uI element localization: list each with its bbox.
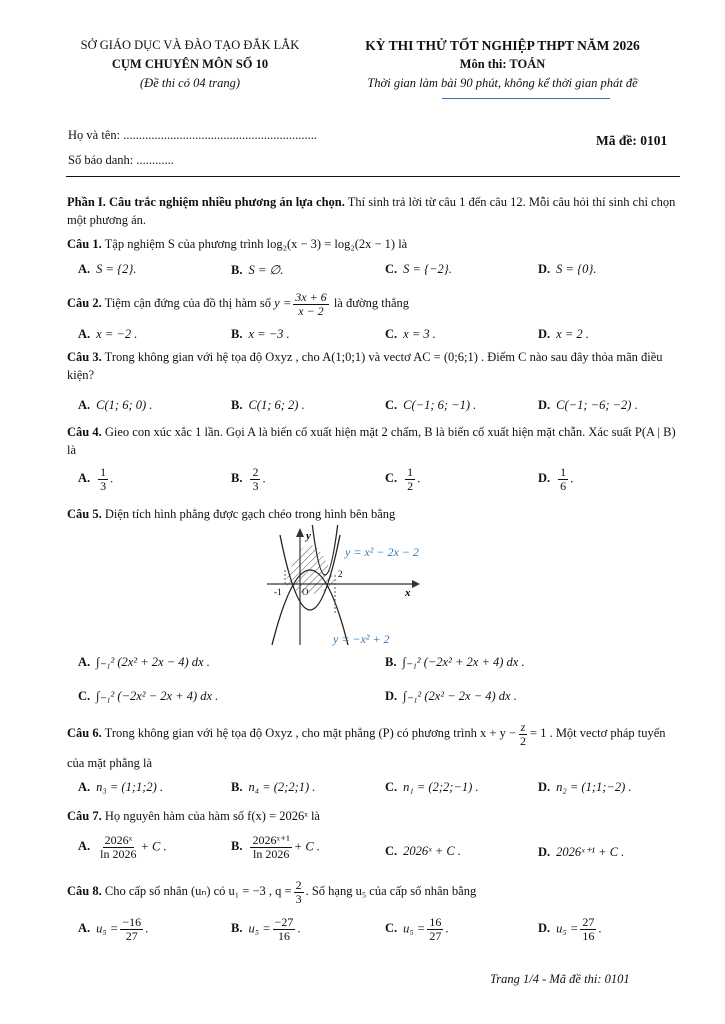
time-note: Thời gian làm bài 90 phút, không kể thời gian phát đề: [367, 76, 638, 90]
q5-options-row2: [78, 688, 678, 708]
q3-options: [78, 398, 678, 418]
q8-option-c[interactable]: C. u₅ = $\frac{16}{27}$ .: [385, 915, 449, 943]
q5-option-b[interactable]: B. ∫₋₁² (−2x² + 2x + 4) dx .: [385, 655, 525, 669]
candidate-id: Số báo danh: ............: [68, 153, 174, 167]
q5-option-a[interactable]: A. ∫₋₁² (2x² + 2x − 4) dx .: [78, 655, 210, 669]
q8-q-fraction: $\frac{2}{3}$: [295, 877, 302, 906]
q5-label: Câu 5.: [67, 507, 102, 521]
q8-option-a[interactable]: A. u₅ = $\frac{-16}{27}$ .: [78, 915, 149, 943]
q4-label: Câu 4.: [67, 425, 102, 439]
q2-text-before: Tiệm cận đứng của đồ thị hàm số: [104, 296, 272, 310]
part1-instruction: Thí sinh trả lời từ câu 1 đến câu 12. Mỗi câu hỏi thí sinh chỉ chọn một phương án.: [67, 195, 676, 227]
q6-label: Câu 6.: [67, 726, 102, 740]
q5-axis-y-label: y: [306, 530, 311, 542]
q5-curve2-label: y = −x² + 2: [333, 632, 390, 646]
q6-option-d[interactable]: D. n₂ = (1;1;−2) .: [538, 780, 632, 794]
q5-axis-x-label: x: [405, 587, 411, 599]
q5-tick-m1: -1: [274, 587, 282, 597]
q2-option-d[interactable]: D. x = 2 .: [538, 327, 589, 341]
question-1: [67, 235, 683, 253]
q4-options: [78, 466, 678, 500]
question-5: [67, 505, 683, 523]
q7-options: [78, 834, 678, 870]
q2-label: Câu 2.: [67, 296, 102, 310]
header-left: [40, 36, 340, 93]
q8-text-before: Cho cấp số nhân (uₙ) có u₁ = −3 , q =: [104, 884, 292, 898]
q2-option-c[interactable]: C. x = 3 .: [385, 327, 436, 341]
q1-options: [78, 262, 678, 282]
divider-rule: [66, 176, 680, 177]
page-footer: Trang 1/4 - Mã đề thi: 0101: [490, 972, 630, 986]
q5-tick-2: 2: [338, 569, 343, 579]
q5-option-d[interactable]: D. ∫₋₁² (2x² − 2x − 4) dx .: [385, 689, 517, 703]
header-underline: [442, 98, 610, 99]
q1-option-b[interactable]: B. S = ∅.: [231, 263, 284, 277]
q6-options: [78, 780, 678, 800]
q8-option-b[interactable]: B. u₅ = $\frac{-27}{16}$ .: [231, 915, 301, 943]
question-3: [67, 348, 683, 384]
candidate-name: Họ và tên: ..............................................................: [68, 128, 317, 142]
q6-option-c[interactable]: C. n₁ = (2;2;−1) .: [385, 780, 479, 794]
q6-option-b[interactable]: B. n₄ = (2;2;1) .: [231, 780, 316, 794]
q7-option-a[interactable]: A. $\frac{\text{2026ˣ}}{\ln 2026}$ + C .: [78, 833, 167, 861]
q6-text-before: Trong không gian với hệ tọa độ Oxyz , cho mặt phẳng (P) có phương trình x + y −: [104, 726, 517, 740]
q8-label: Câu 8.: [67, 884, 102, 898]
q2-options: [78, 327, 678, 347]
pages-note: (Đề thi có 04 trang): [140, 76, 240, 90]
q3-label: Câu 3.: [67, 350, 102, 364]
q3-option-c[interactable]: C. C(−1; 6; −1) .: [385, 398, 477, 412]
q3-option-d[interactable]: D. C(−1; −6; −2) .: [538, 398, 638, 412]
q7-option-d[interactable]: D. 2026ˣ⁺¹ + C .: [538, 845, 625, 859]
cluster: CỤM CHUYÊN MÔN SỐ 10: [111, 57, 269, 71]
header-right: [330, 36, 675, 93]
exam-code: Mã đề: 0101: [596, 133, 668, 148]
q5-y-arrow: [296, 528, 304, 537]
q5-origin-label: O: [302, 587, 309, 597]
q6-text-after: = 1 . Một vectơ pháp tuyến của mặt phẳng là: [67, 726, 666, 770]
q2-fraction: $\frac{3x + 6}{x - 2}$: [295, 289, 327, 318]
q5-curve1-label: y = x² − 2x − 2: [345, 545, 419, 559]
q1-option-c[interactable]: C. S = {−2}.: [385, 262, 452, 276]
part1-heading: [67, 193, 683, 229]
q7-option-c[interactable]: C. 2026ˣ + C .: [385, 844, 461, 858]
q3-option-b[interactable]: B. C(1; 6; 2) .: [231, 398, 305, 412]
q2-text-after: là đường thẳng: [333, 296, 409, 310]
q2-option-b[interactable]: B. x = −3 .: [231, 327, 290, 341]
q6-fraction: $\frac{z}{2}$: [520, 719, 527, 748]
q7-option-b[interactable]: B. $\frac{\text{2026ˣ⁺¹}}{\ln 2026}$ + C .: [231, 833, 321, 861]
q8-text-after: . Số hạng u₅ của cấp số nhân bằng: [305, 884, 477, 898]
q3-text: Trong không gian với hệ tọa độ Oxyz , cho A(1;0;1) và vectơ AC = (0;6;1) . Điểm C nào sau đây thỏa mãn điều kiện?: [67, 350, 663, 382]
q5-option-c[interactable]: C. ∫₋₁² (−2x² − 2x + 4) dx .: [78, 689, 219, 703]
q4-option-b[interactable]: B. $\frac{2}{3}$ .: [231, 465, 266, 493]
q1-option-a[interactable]: A. S = {2}.: [78, 262, 137, 276]
q7-label: Câu 7.: [67, 809, 102, 823]
q5-x-arrow: [412, 580, 420, 588]
exam-title: KỲ THI THỬ TỐT NGHIỆP THPT NĂM 2026: [365, 38, 640, 53]
q2-option-a[interactable]: A. x = −2 .: [78, 327, 138, 341]
q4-option-c[interactable]: C. $\frac{1}{2}$ .: [385, 465, 421, 493]
q4-option-d[interactable]: D. $\frac{1}{6}$ .: [538, 465, 574, 493]
question-2: [67, 286, 683, 320]
q7-text: Họ nguyên hàm của hàm số f(x) = 2026ˣ là: [104, 809, 320, 823]
q4-option-a[interactable]: A. $\frac{1}{3}$ .: [78, 465, 114, 493]
q1-option-d[interactable]: D. S = {0}.: [538, 262, 597, 276]
q1-text: Tập nghiệm S của phương trình log₂(x − 3) = log₂(2x − 1) là: [104, 237, 408, 251]
q6-option-a[interactable]: A. n₃ = (1;1;2) .: [78, 780, 164, 794]
department: SỞ GIÁO DỤC VÀ ĐÀO TẠO ĐẮK LẮK: [80, 38, 300, 52]
q3-option-a[interactable]: A. C(1; 6; 0) .: [78, 398, 153, 412]
q8-options: [78, 916, 678, 952]
question-6: [67, 718, 683, 778]
q5-options-row1: [78, 654, 678, 674]
subject: Môn thi: TOÁN: [459, 57, 546, 71]
q1-label: Câu 1.: [67, 237, 102, 251]
part1-title: Phần I. Câu trắc nghiệm nhiều phương án lựa chọn.: [67, 195, 345, 209]
question-4: [67, 423, 683, 459]
q8-option-d[interactable]: D. u₅ = $\frac{27}{16}$ .: [538, 915, 602, 943]
question-7: [67, 807, 683, 825]
question-8: [67, 876, 683, 906]
q4-text: Gieo con xúc xắc 1 lần. Gọi A là biến cố xuất hiện mặt 2 chấm, B là biến cố xuất hiện mặt chẵn. Xác suất P(A | B) là: [67, 425, 676, 457]
q5-text: Diện tích hình phẳng được gạch chéo trong hình bên bằng: [104, 507, 396, 521]
q2-func-lhs: y =: [274, 296, 292, 310]
